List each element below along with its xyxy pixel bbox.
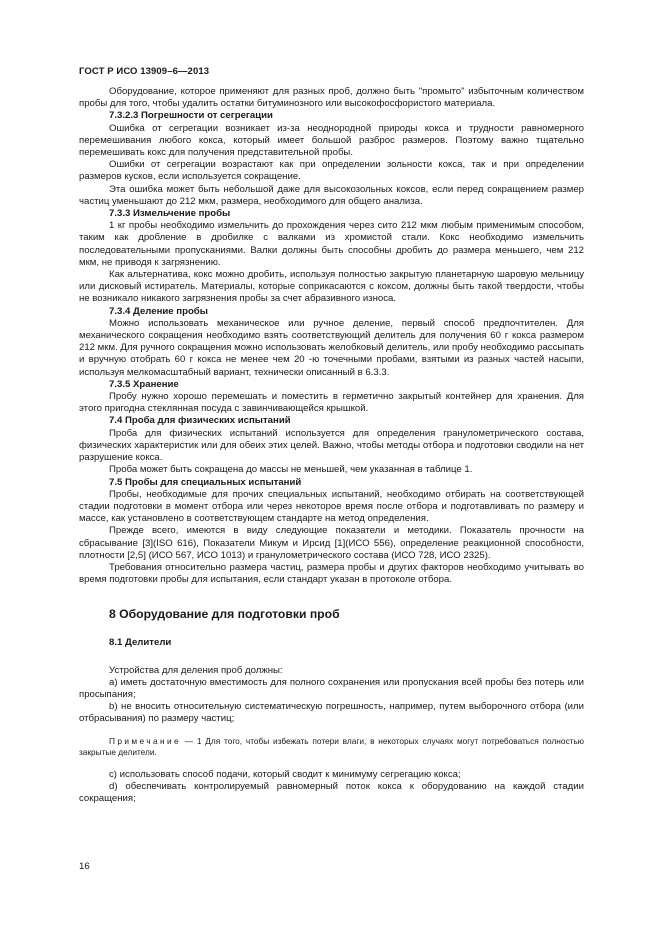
chapter-heading: 8 Оборудование для подготовки проб [109, 607, 340, 622]
paragraph: Пробы, необходимые для прочих специальных испытаний, необходимо отбирать на соответствующей стадии подготовки в момент отбора или через некоторое время после отбора и подготавливать по размеру и массе, как установлено в соответствующем стандарте на метод определения. [79, 488, 584, 525]
note-text: — 1 Для того, чтобы избежать потери влаги, в некоторых случаях могут потребоваться полностью закрытые делители. [79, 735, 584, 757]
paragraph: Ошибка от сегрегации возникает из-за неоднородной природы кокса и трудности равномерного перемешивания любого кокса, который имеет большой разброс размеров. Поэтому важно тщательно перемешивать кокс для получения представительной пробы. [79, 122, 584, 159]
list-item: c) использовать способ подачи, который сводит к минимуму сегрегацию кокса; [109, 768, 461, 780]
paragraph: Эта ошибка может быть небольшой даже для высокозольных коксов, если перед сокращением размер частиц уменьшают до 212 мкм, размера, необходимого для общего анализа. [79, 183, 584, 207]
list-item: b) не вносить относительную систематическую погрешность, например, путем выборочного отбора (или отбрасывания) по размеру частиц; [79, 701, 584, 725]
paragraph: Устройства для деления проб должны: [109, 664, 283, 676]
list-item: d) обеспечивать контролируемый равномерный поток кокса к оборудованию на каждой стадии сокращения; [79, 780, 584, 804]
list-item: a) иметь достаточную вместимость для полного сохранения или пропускания всей пробы без потерь или просыпания; [79, 676, 584, 700]
paragraph: Ошибки от сегрегации возрастают как при определении зольности кокса, так и при определении размеров кусков, если используется сокращение. [79, 159, 584, 183]
document-body [79, 86, 584, 805]
paragraph: 1 кг пробы необходимо измельчить до прохождения через сито 212 мкм любым применимым способом, таким как дробление в дробилке с валками из хромистой стали. Кокс необходимо измельчить последовательными пропусканиями. Валки должны быть способны дробить до размера меньшего, чем 212 мкм, не приводя к загрязнению. [79, 220, 584, 268]
note-label: Примечание [109, 735, 182, 746]
page-number: 16 [79, 861, 90, 872]
paragraph: Прежде всего, имеются в виду следующие показатели и методики. Показатель прочности на сбрасывание [3](ISO 616), Показатели Микум и Ирсид [1](ИСО 556), определение реакционной способности, плотности [2,5] (ИСО 567, ИСО 1013) и гранулометрического состава (ИСО 728, ИСО 2325). [79, 525, 584, 561]
paragraph: Как альтернатива, кокс можно дробить, используя полностью закрытую планетарную шаровую мельницу или дисковый истиратель. Материалы, которые соприкасаются с коксом, должны быть такой твердости, чтобы не возникало никакого загрязнения пробы за счет абразивного износа. [79, 269, 584, 305]
section-heading: 7.3.5 Хранение [109, 378, 179, 390]
paragraph: Пробу нужно хорошо перемешать и поместить в герметично закрытый контейнер для хранения. Для этого пригодна стеклянная посуда с завинчивающейся крышкой. [79, 391, 584, 415]
section-heading: 7.4 Проба для физических испытаний [109, 415, 291, 427]
paragraph: Требования относительно размера частиц, размера пробы и других факторов необходимо учитывать во время подготовки пробы для испытания, если стандарт указан в протоколе отбора. [79, 561, 584, 586]
document-header: ГОСТ Р ИСО 13909–6—2013 [79, 66, 210, 77]
paragraph: Проба для физических испытаний используется для определения гранулометрического состава, физических характеристик или для обеих этих целей. Важно, чтобы методы отбора и подготовки сводили на нет разрушение кокса. [79, 427, 584, 464]
section-heading: 7.3.3 Измельчение пробы [109, 208, 231, 220]
section-heading: 8.1 Делители [109, 637, 172, 649]
section-heading: 7.5 Пробы для специальных испытаний [109, 476, 302, 488]
paragraph: Можно использовать механическое или ручное деление, первый способ предпочтителен. Для механического сокращения необходимо взять соответствующий делитель для получения 60 г кокса размером 212 мкм. Для ручного сокращения можно использовать желобковый делитель, или пробу необходимо рассыпать и вручную отобрать 60 г кокса не менее чем 20 -ю точечными пробами, взятыми из разных частей насыпи, используя мелкомасштабный вариант, технически описанный в 6.3.3. [79, 317, 584, 378]
paragraph: Проба может быть сокращена до массы не меньшей, чем указанная в таблице 1. [109, 464, 473, 476]
note [79, 736, 584, 758]
paragraph: Оборудование, которое применяют для разных проб, должно быть "промыто" избыточным количеством пробы для того, чтобы удалить остатки битуминозного или высокофосфористого материала. [79, 86, 584, 110]
section-heading: 7.3.4 Деление пробы [109, 305, 208, 317]
section-heading: 7.3.2.3 Погрешности от сегрегации [109, 110, 273, 122]
